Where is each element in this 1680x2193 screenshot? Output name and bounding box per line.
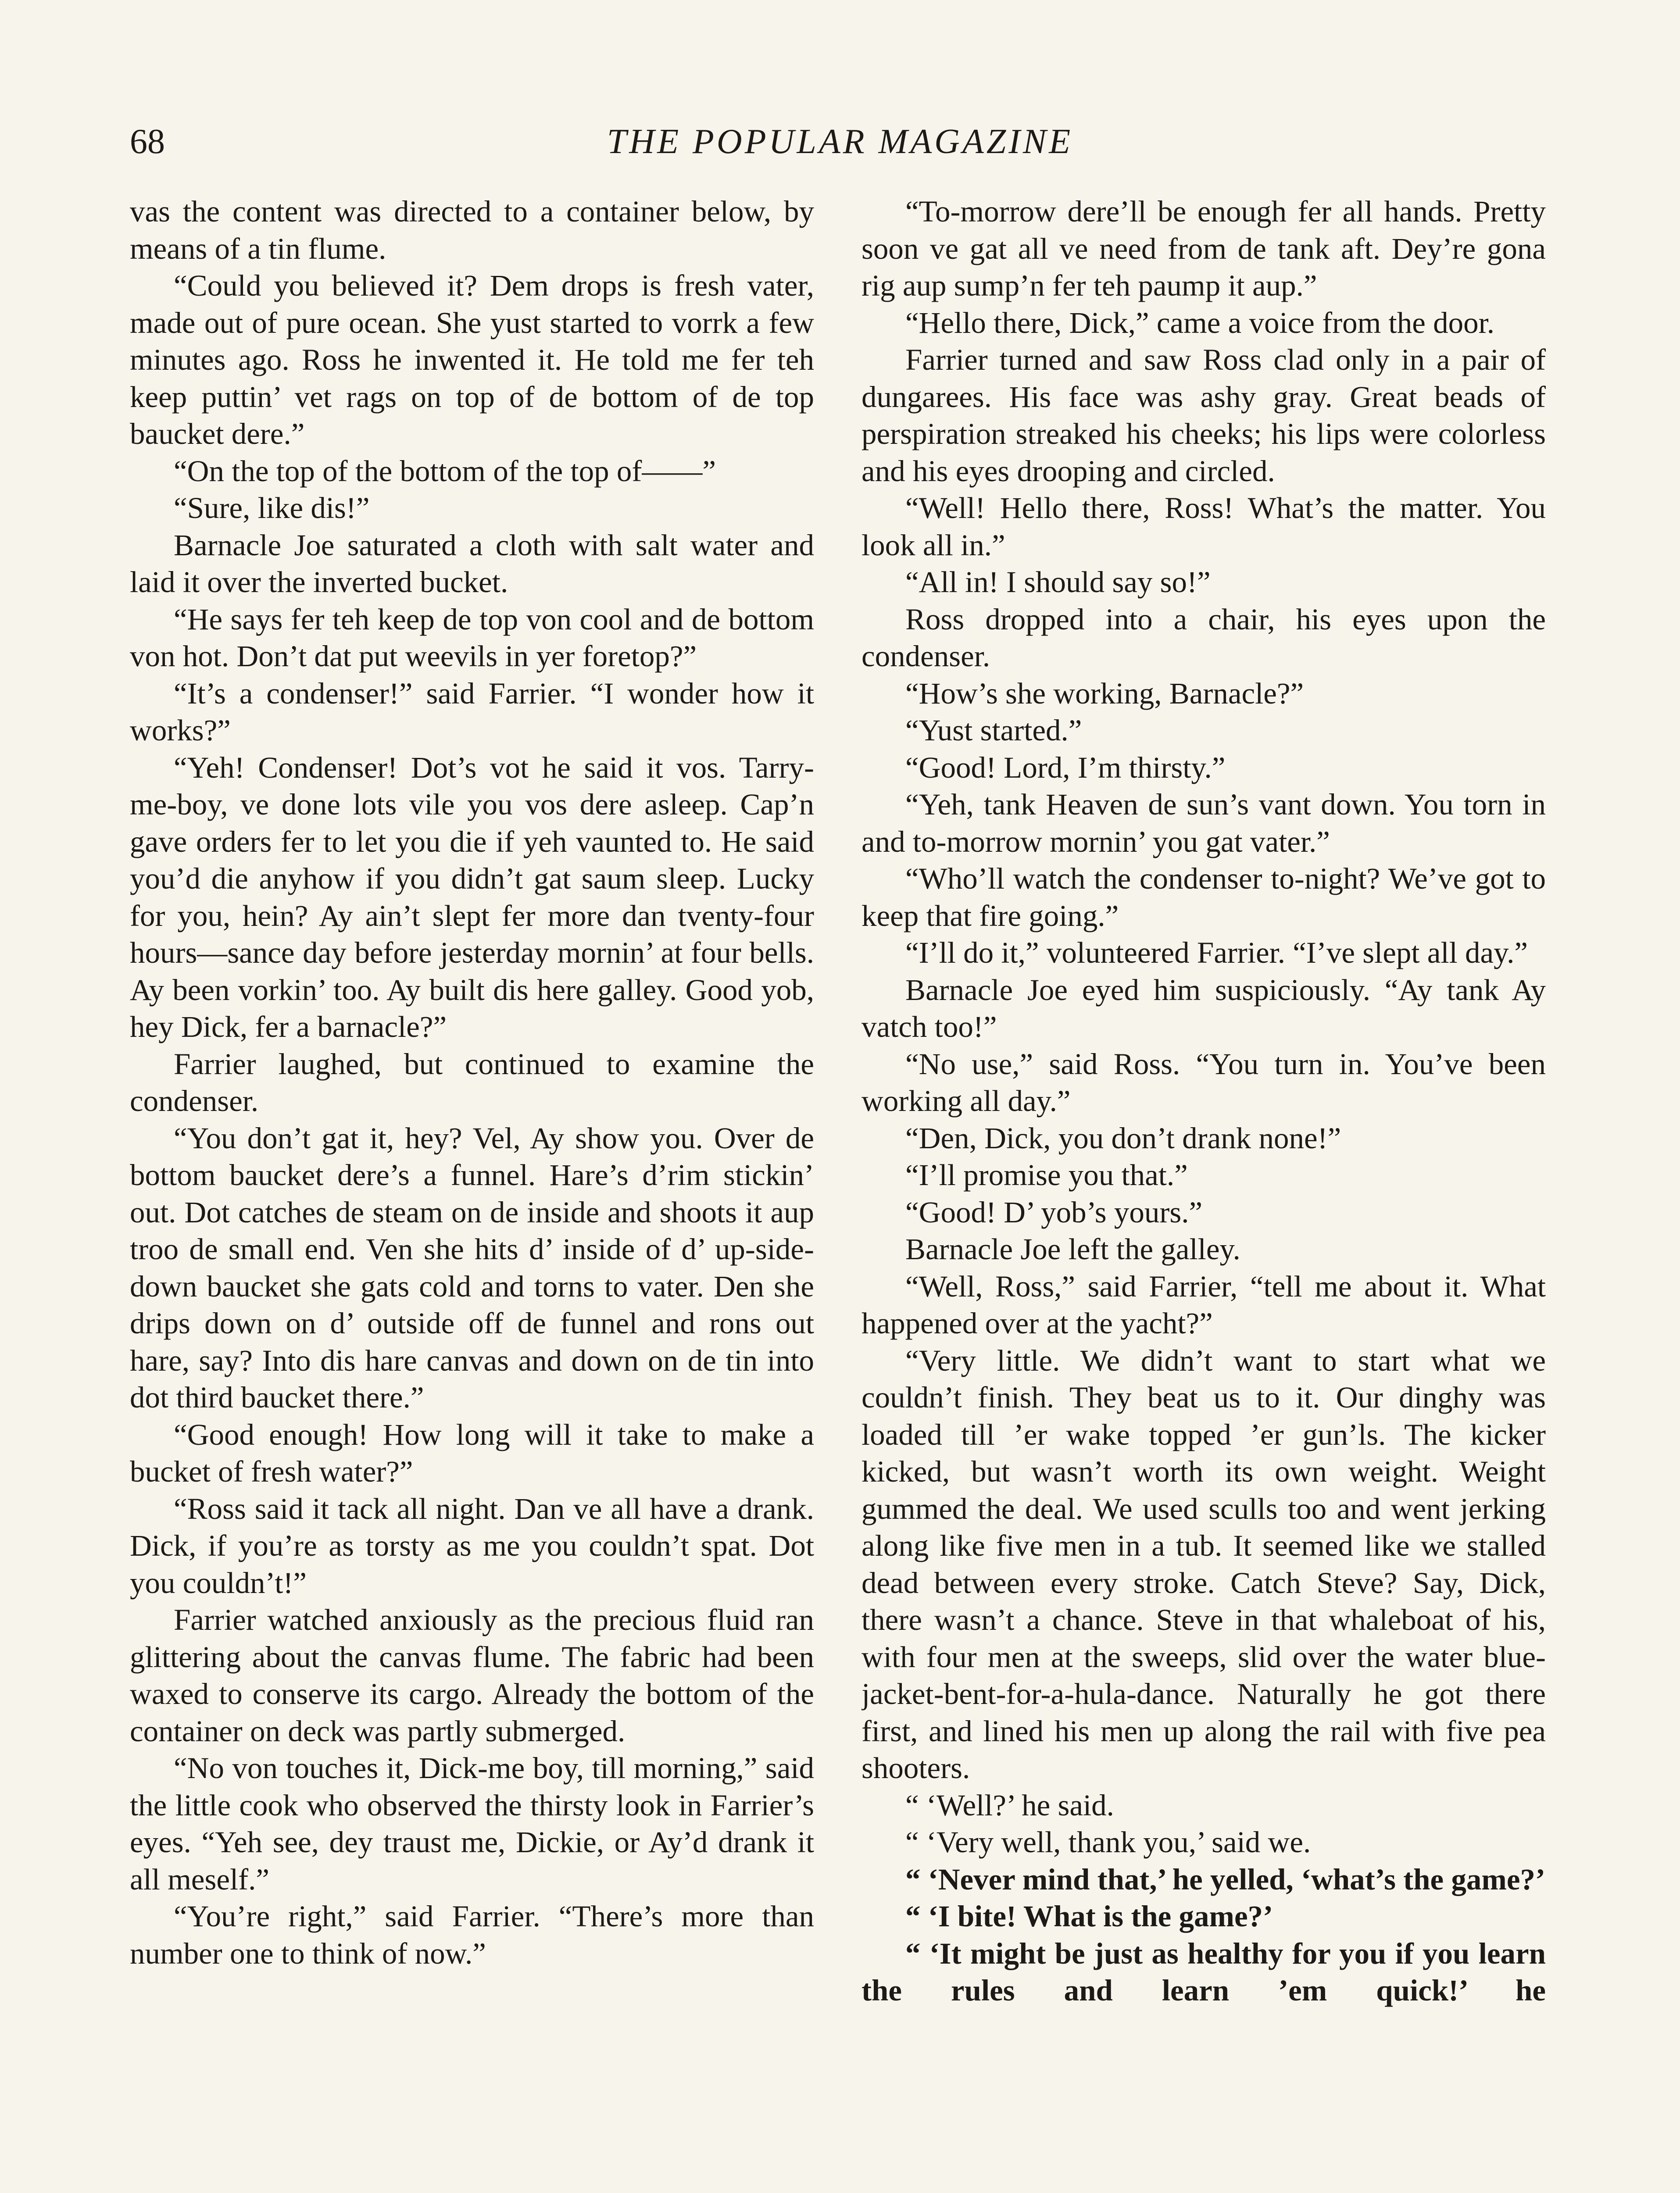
paragraph: “ ‘I bite! What is the game?’: [905, 1900, 1273, 1933]
paragraph: Barnacle Joe eyed him suspiciously. “Ay tank Ay vatch too!”: [861, 973, 1546, 1043]
paragraph: “Good! D’ yob’s yours.”: [905, 1195, 1203, 1229]
paragraph: “Yeh, tank Heaven de sun’s vant down. You torn in and to-morrow mornin’ you gat vater.”: [861, 788, 1546, 858]
paragraph: “Yust started.”: [905, 714, 1082, 747]
right-column: [861, 193, 1546, 2193]
paragraph: “You don’t gat it, hey? Vel, Ay show you. Over de bottom baucket dere’s a funnel. Hare’s d’rim stickin’ out. Dot catches de steam on de inside and shoots it aup troo de small end. Ven she hits d’ inside of d’ up-side-down baucket she gats cold and torns to vater. Den she drips down on d’ outside off de funnel and rons out hare, say? Into dis hare canvas and down on de tin into dot third baucket there.”: [130, 1121, 814, 1414]
paragraph: “Sure, like dis!”: [174, 491, 370, 525]
paragraph: vas the content was directed to a container below, by means of a tin flume.: [130, 195, 814, 265]
paragraph: Farrier turned and saw Ross clad only in a pair of dungarees. His face was ashy gray. Great beads of perspiration streaked his cheeks; his lips were colorless and his eyes drooping and circled.: [861, 343, 1546, 488]
paragraph: Ross dropped into a chair, his eyes upon the condenser.: [861, 602, 1546, 673]
paragraph: “Could you believed it? Dem drops is fresh vater, made out of pure ocean. She yust started to vorrk a few minutes ago. Ross he inwented it. He told me fer teh keep puttin’ vet rags on top of de bottom of de top baucket dere.”: [130, 269, 814, 450]
paragraph: “ ‘Well?’ he said.: [905, 1788, 1114, 1822]
paragraph: Barnacle Joe saturated a cloth with salt water and laid it over the inverted bucket.: [130, 528, 814, 599]
paragraph: “ ‘It might be just as healthy for you if you learn the rules and learn ’em quick!’ he: [861, 1936, 1546, 2007]
running-head: THE POPULAR MAGAZINE: [607, 122, 1073, 161]
page-header: [130, 118, 1550, 166]
paragraph: “Good enough! How long will it take to make a bucket of fresh water?”: [130, 1418, 814, 1488]
paragraph: “Ross said it tack all night. Dan ve all have a drank. Dick, if you’re as torsty as me you couldn’t spat. Dot you couldn’t!”: [130, 1492, 814, 1600]
paragraph: “ ‘Never mind that,’ he yelled, ‘what’s the game?’: [905, 1862, 1545, 1896]
paragraph: “Well, Ross,” said Farrier, “tell me about it. What happened over at the yacht?”: [861, 1269, 1546, 1340]
paragraph: “ ‘Very well, thank you,’ said we.: [905, 1825, 1311, 1859]
paragraph: Farrier watched anxiously as the precious fluid ran glittering about the canvas flume. The fabric had been waxed to conserve its cargo. Already the bottom of the container on deck was partly submerged.: [130, 1603, 814, 1748]
paragraph: “I’ll promise you that.”: [905, 1158, 1188, 1192]
paragraph: “I’ll do it,” volunteered Farrier. “I’ve slept all day.”: [905, 936, 1528, 969]
paragraph: “Good! Lord, I’m thirsty.”: [905, 750, 1226, 784]
paragraph: “To-morrow dere’ll be enough fer all hands. Pretty soon ve gat all ve need from de tank aft. Dey’re gona rig aup sump’n fer teh paump it aup.”: [861, 195, 1546, 302]
left-column: [130, 193, 814, 2193]
paragraph: Farrier laughed, but continued to examine the condenser.: [130, 1047, 814, 1118]
paragraph: “All in! I should say so!”: [905, 565, 1211, 599]
paragraph: “Very little. We didn’t want to start what we couldn’t finish. They beat us to it. Our dinghy was loaded till ’er wake topped ’er gun’ls. The kicker kicked, but wasn’t worth its own weight. Weight gummed the deal. We used sculls too and went jerking along like five men in a tub. It seemed like we stalled dead between every stroke. Catch Steve? Say, Dick, there wasn’t a chance. Steve in that whaleboat of his, with four men at the sweeps, slid over the water blue-jacket-bent-for-a-hula-dance. Naturally he got there first, and lined his men up along the rail with five pea shooters.: [861, 1343, 1546, 1785]
paragraph: “Who’ll watch the condenser to-night? We’ve got to keep that fire going.”: [861, 862, 1546, 932]
paragraph: “Yeh! Condenser! Dot’s vot he said it vos. Tarry-me-boy, ve done lots vile you vos dere asleep. Cap’n gave orders fer to let you die if yeh vaunted to. He said you’d die anyhow if you didn’t gat saum sleep. Lucky for you, hein? Ay ain’t slept fer more dan tventy-four hours—sance day before jesterday mornin’ at four bells. Ay been vorkin’ too. Ay built dis here galley. Good yob, hey Dick, fer a barnacle?”: [130, 750, 814, 1043]
paragraph: “He says fer teh keep de top von cool and de bottom von hot. Don’t dat put weevils in yer foretop?”: [130, 602, 814, 673]
paragraph: “Hello there, Dick,” came a voice from the door.: [905, 306, 1495, 339]
paragraph: “You’re right,” said Farrier. “There’s more than number one to think of now.”: [130, 1900, 814, 1970]
paragraph: “On the top of the bottom of the top of——”: [174, 454, 716, 488]
paragraph: “Well! Hello there, Ross! What’s the matter. You look all in.”: [861, 491, 1546, 562]
paragraph: “How’s she working, Barnacle?”: [905, 676, 1304, 710]
paragraph: Barnacle Joe left the galley.: [905, 1232, 1240, 1266]
paragraph: “Den, Dick, you don’t drank none!”: [905, 1121, 1341, 1155]
paragraph: “No use,” said Ross. “You turn in. You’ve been working all day.”: [861, 1047, 1546, 1118]
paragraph: “No von touches it, Dick-me boy, till morning,” said the little cook who observed the thirsty look in Farrier’s eyes. “Yeh see, dey traust me, Dickie, or Ay’d drank it all meself.”: [130, 1751, 814, 1896]
paragraph: “It’s a condenser!” said Farrier. “I wonder how it works?”: [130, 676, 814, 747]
page-number: 68: [130, 122, 165, 161]
